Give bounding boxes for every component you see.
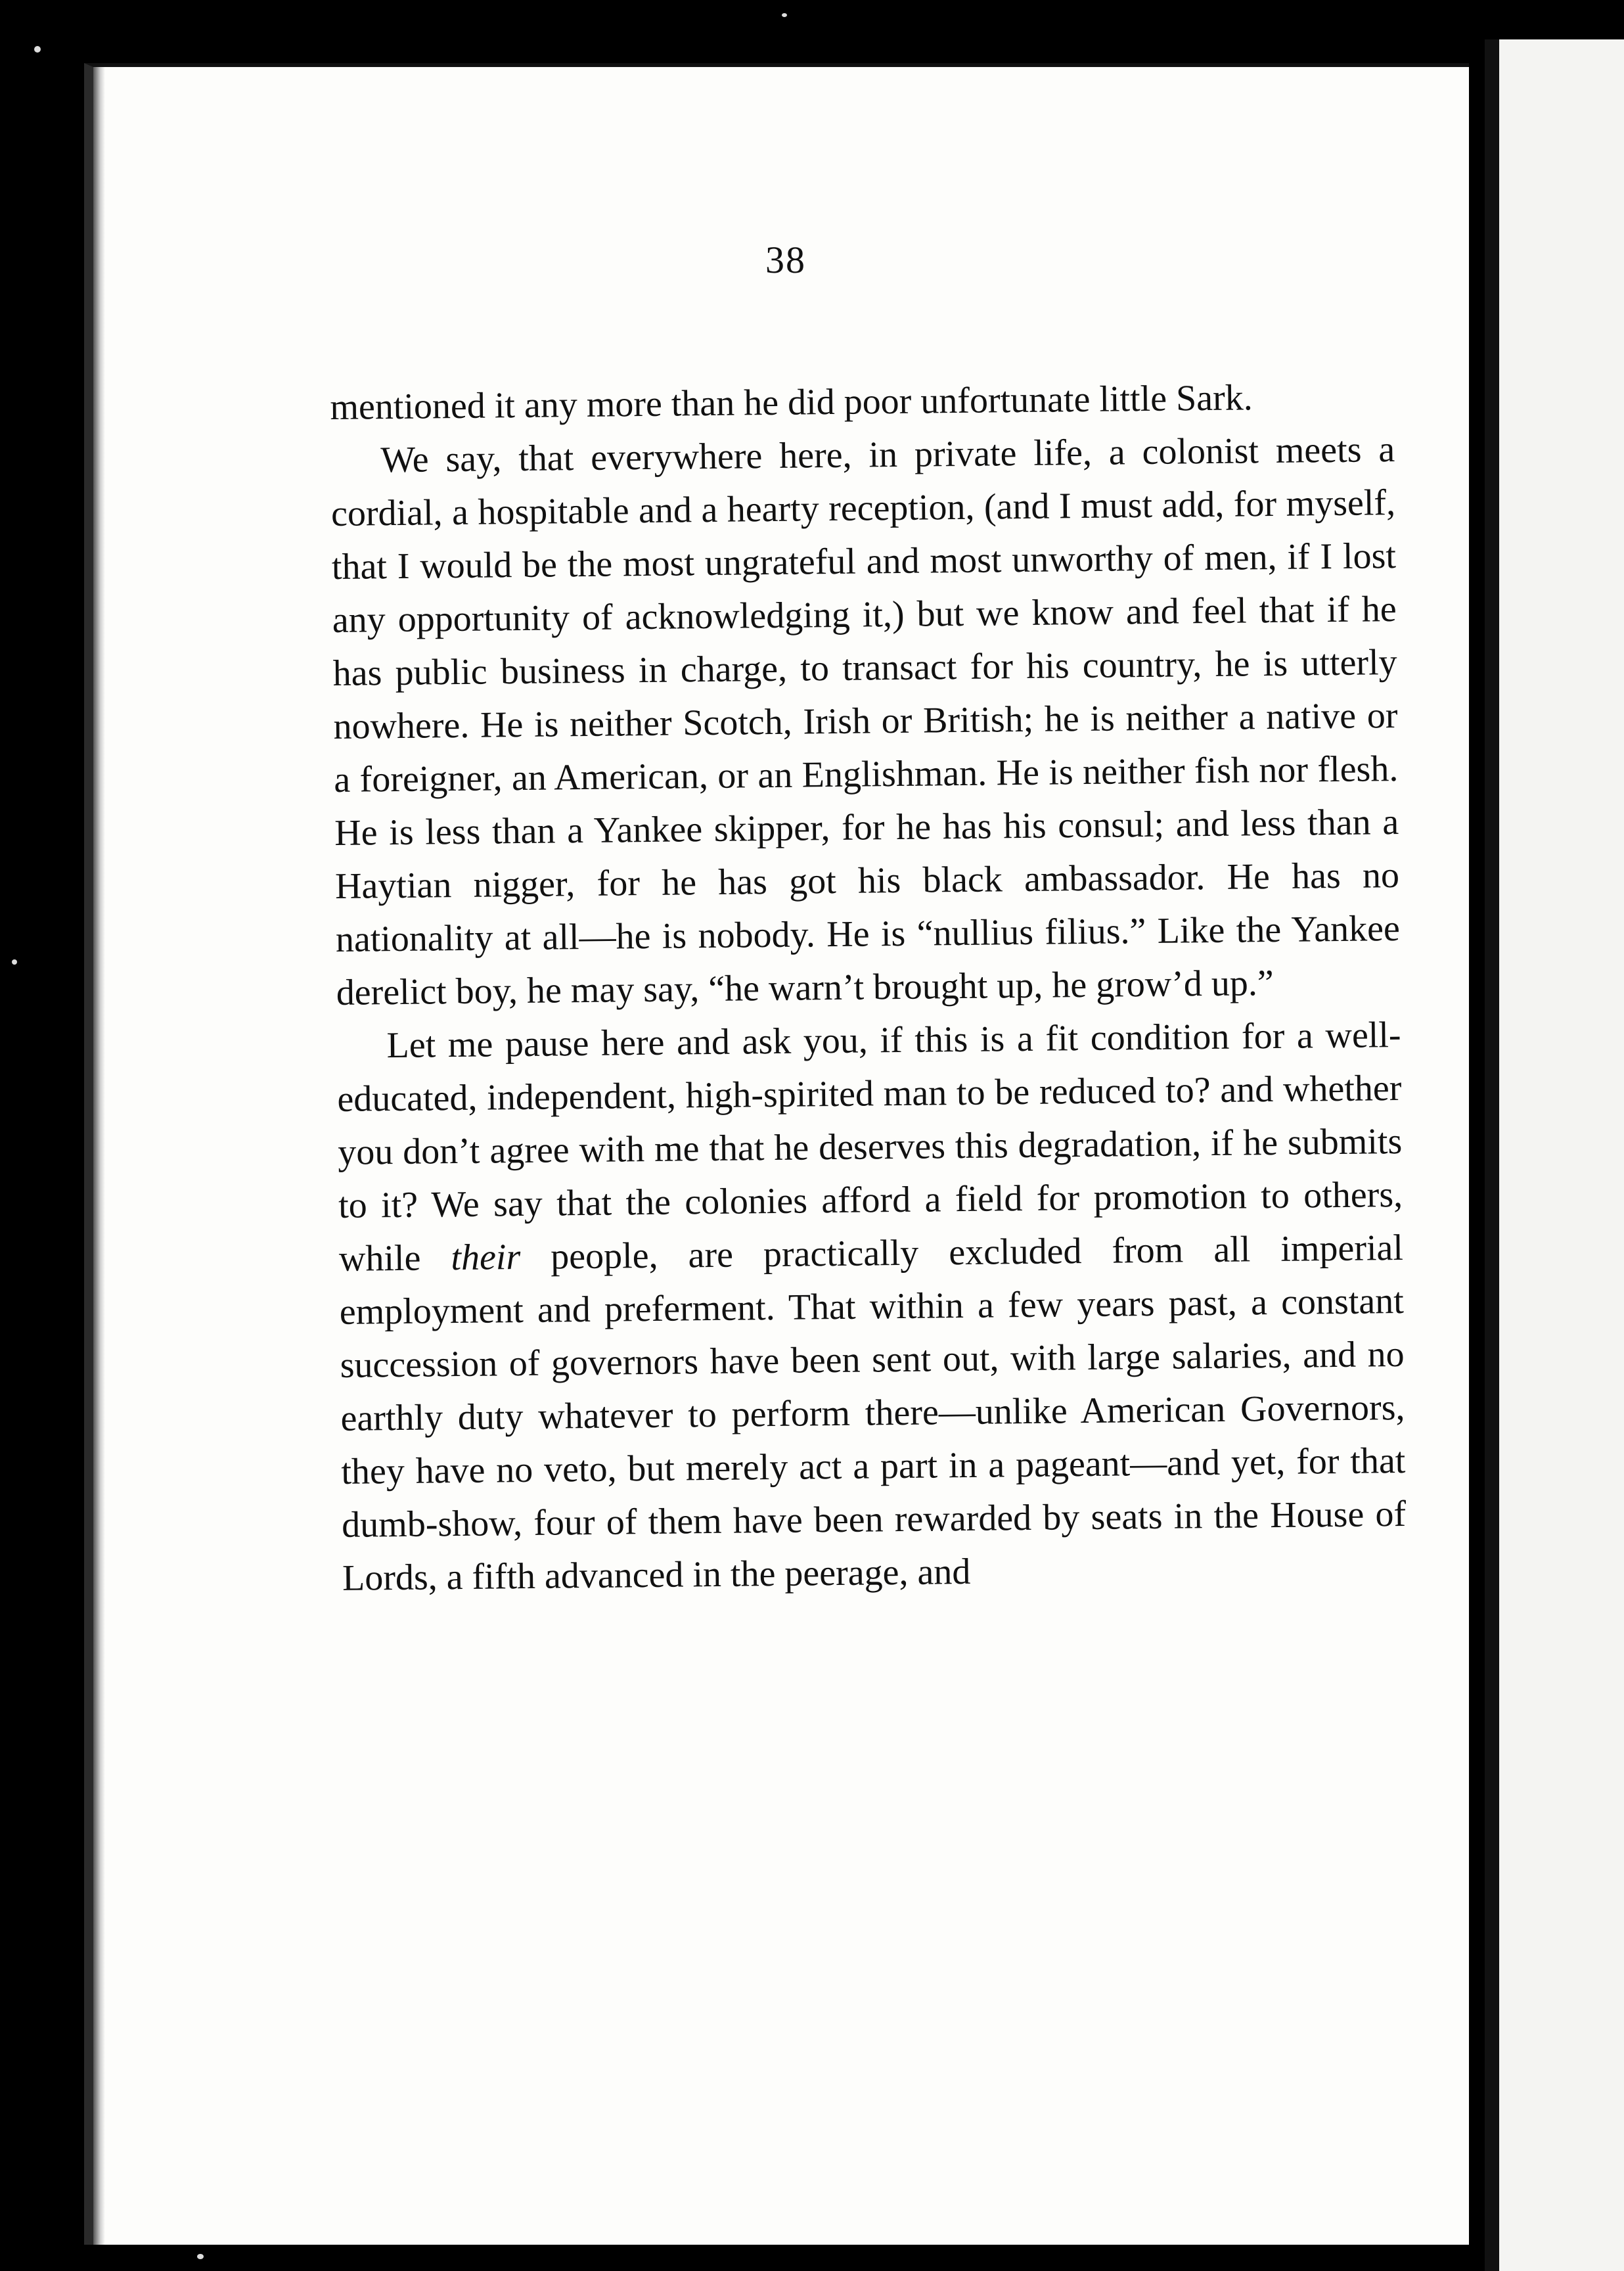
scan-speck <box>782 13 787 17</box>
book-page <box>84 63 1469 2245</box>
page-gutter-shadow <box>93 67 105 2245</box>
italic-word: their <box>451 1237 521 1279</box>
paragraph-fit-condition <box>336 1009 1407 1605</box>
scan-speck <box>34 46 41 53</box>
paragraph-text: people, are practically excluded from all imperial employment and preferment. That within a few years past, a constant succession of governors have been sent out, with large salaries, and no earthly duty whatever to perform there—unlike American Governors, they have no veto, but merely act a part in a pageant—and yet, for that dumb-show, four of them have been rewarded by seats in the House of Lords, a fifth advanced in the peerage, and <box>339 1227 1407 1599</box>
paragraph-colonist-reception <box>330 423 1401 1020</box>
body-text <box>330 370 1407 1605</box>
facing-page-edge <box>1485 39 1624 2271</box>
page-number: 38 <box>765 239 806 281</box>
paragraph-text: We say, that everywhere here, in private life, a colonist meets a cordial, a hospitable and a hearty reception, (and I must add, for myself, that I would be the most ungrateful and most unworthy of men, if I lost any opportunity of acknowledging it,) but we know and feel that if he has public business in charge, to transact for his country, he is utterly nowhere. He is neither Scotch, Irish or British; he is neither a native or a foreigner, an American, or an Englishman. He is neither fish nor flesh. He is less than a Yankee skipper, for he has his consul; and less than a Haytian nigger, for he has got his black ambassador. He has no nationality at all—he is nobody. He is “nullius filius.” Like the Yankee derelict boy, he may say, “he warn’t brought up, he grow’d up.” <box>330 429 1401 1013</box>
scan-speck <box>12 959 17 965</box>
paragraph-text: Let me pause here and ask you, if this is a fit condition for a well-educated, independent, high-spirited man to be reduced to? and whether you don’t agree with me that he deserves this degradation, if he submits to it? We say that the colonies afford a field for promotion to others, while <box>337 1014 1403 1279</box>
paragraph-text: mentioned it any more than he did poor unfortunate little Sark. <box>330 377 1253 428</box>
scan-speck <box>197 2254 204 2259</box>
